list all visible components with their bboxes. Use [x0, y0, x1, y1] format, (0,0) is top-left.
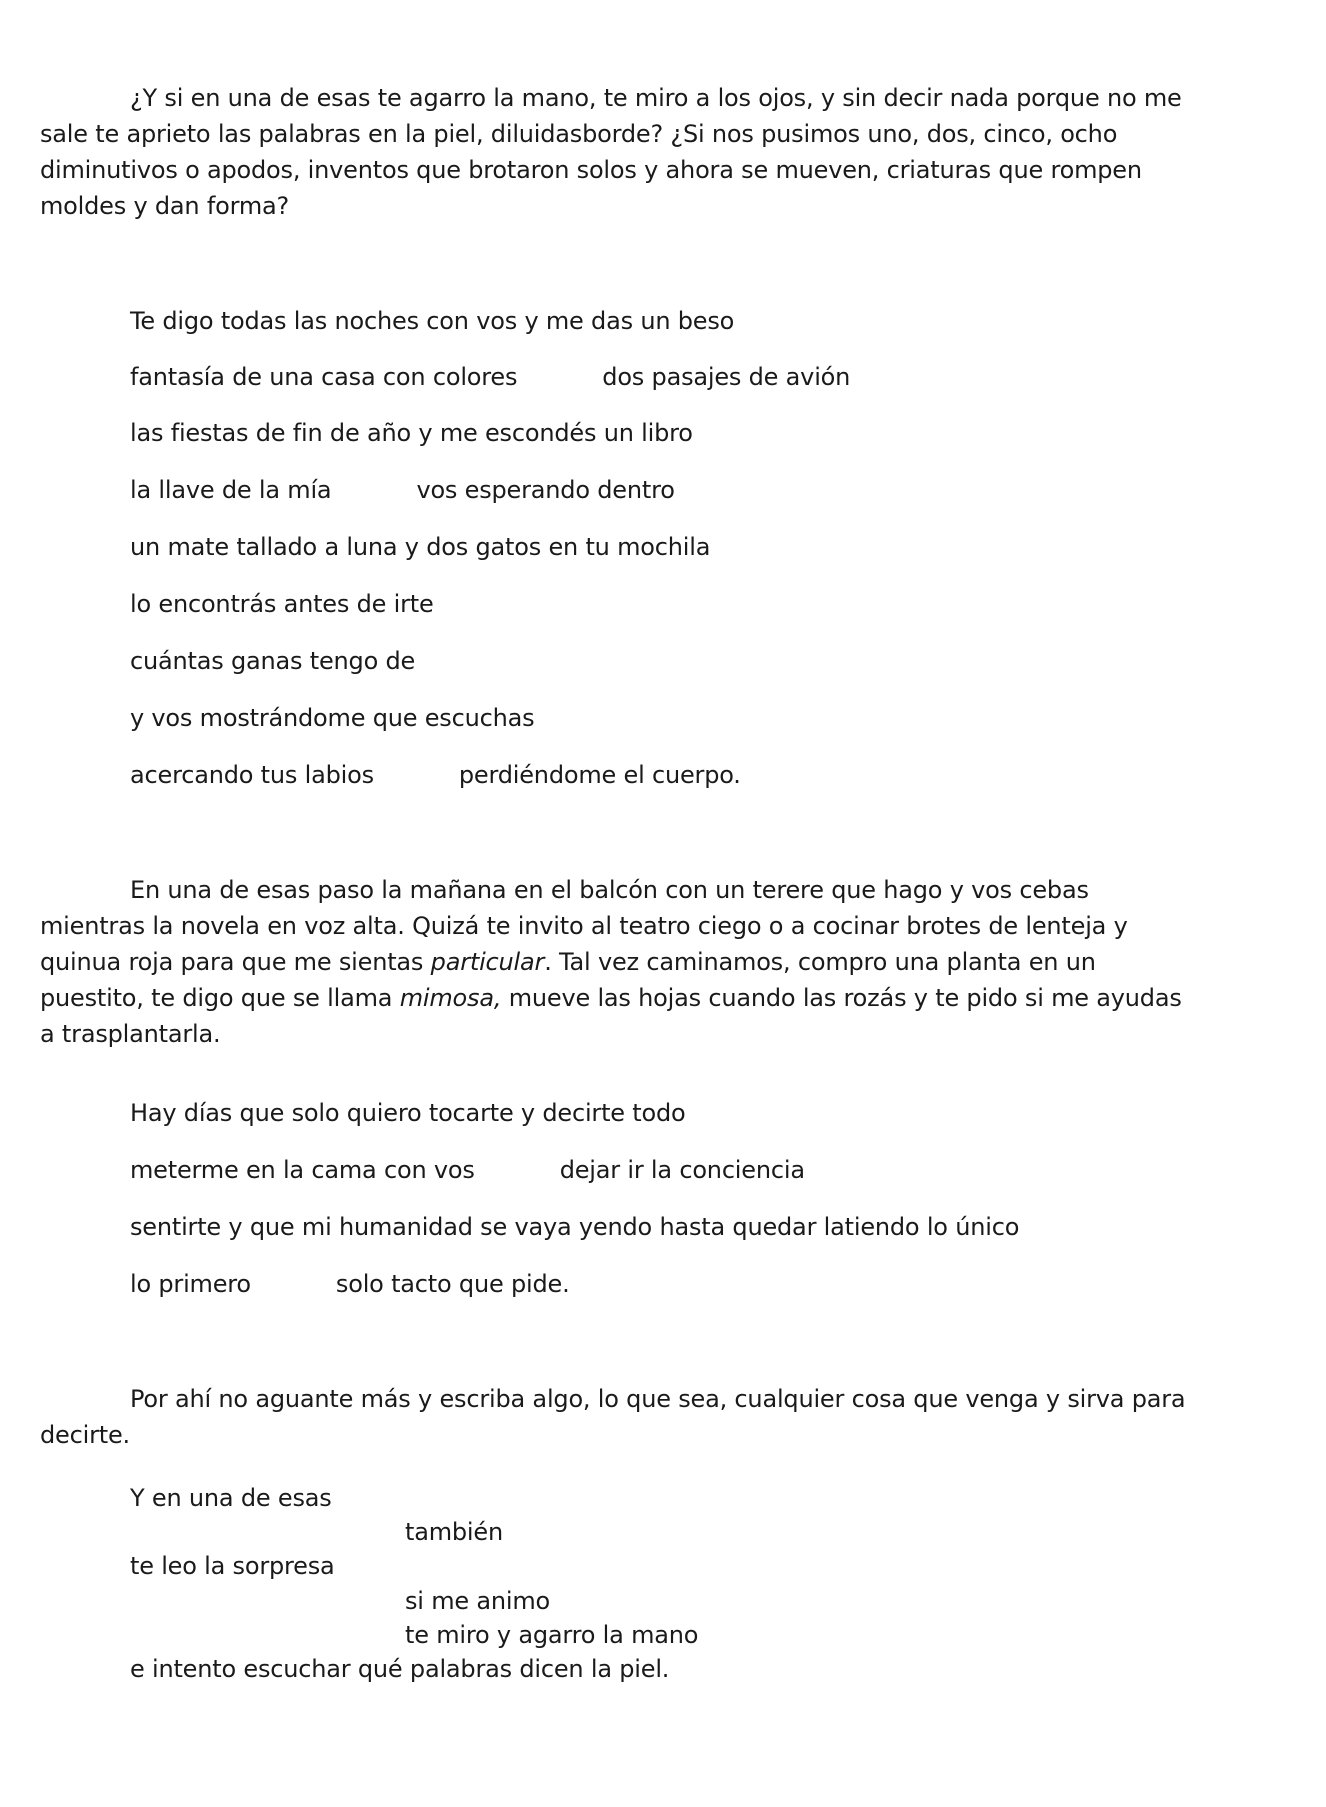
stanza-3-line-1: Y en una de esas [130, 1484, 332, 1512]
stanza-1-line-9 [130, 760, 741, 790]
stanza-1-line-4a: la llave de la mía [130, 476, 332, 504]
stanza-1-line-8: y vos mostrándome que escuchas [130, 704, 535, 732]
stanza-1-line-9a: acercando tus labios [130, 761, 374, 789]
stanza-2-line-2 [130, 1155, 805, 1185]
stanza-2-line-2b: dejar ir la conciencia [559, 1156, 805, 1184]
stanza-1-line-4 [130, 475, 675, 505]
stanza-3-line-3: te leo la sorpresa [130, 1552, 335, 1580]
paragraph-2-part-a: En una de esas paso la mañana en el balcón con un terere que hago y vos cebas mientras la novela en voz alta. Quizá te invito al teatro ciego o a cocinar brotes de lenteja y quinua roja para que me sientas [40, 876, 1128, 976]
stanza-1-line-6: lo encontrás antes de irte [130, 590, 434, 618]
stanza-2-line-4b: solo tacto que pide. [335, 1270, 570, 1298]
paragraph-2-part-c: . Tal vez caminamos, compro una planta en un puestito, te digo que se llama [40, 948, 1096, 1012]
stanza-2-line-1: Hay días que solo quiero tocarte y decirte todo [130, 1099, 686, 1127]
stanza-1-line-9b: perdiéndome el cuerpo. [458, 761, 741, 789]
stanza-1-line-5: un mate tallado a luna y dos gatos en tu mochila [130, 533, 711, 561]
paragraph-1: ¿Y si en una de esas te agarro la mano, te miro a los ojos, y sin decir nada porque no me sale te aprieto las palabras en la piel, diluidasborde? ¿Si nos pusimos uno, dos, cinco, ocho diminutivos o apodos, inventos que brotaron solos y ahora se mueven, criaturas que rompen moldes y dan forma? [40, 84, 1182, 220]
paragraph-2-italic-particular: particular [430, 948, 545, 976]
stanza-1-line-3: las fiestas de fin de año y me escondés un libro [130, 419, 693, 447]
stanza-1-line-2a: fantasía de una casa con colores [130, 363, 518, 391]
stanza-1-line-1: Te digo todas las noches con vos y me das un beso [130, 307, 735, 335]
stanza-2-line-2a: meterme en la cama con vos [130, 1156, 475, 1184]
stanza-3-line-5: te miro y agarro la mano [405, 1621, 699, 1649]
stanza-1-line-4b: vos esperando dentro [416, 476, 675, 504]
stanza-2-line-4a: lo primero [130, 1270, 251, 1298]
stanza-1-line-2b: dos pasajes de avión [602, 363, 851, 391]
stanza-1-line-7: cuántas ganas tengo de [130, 647, 416, 675]
paragraph-3: Por ahí no aguante más y escriba algo, lo que sea, cualquier cosa que venga y sirva para decirte. [40, 1385, 1186, 1449]
stanza-3-line-2: también [405, 1518, 503, 1546]
stanza-1-line-2 [130, 362, 850, 392]
stanza-2-line-4 [130, 1269, 570, 1299]
stanza-2-line-3: sentirte y que mi humanidad se vaya yendo hasta quedar latiendo lo único [130, 1213, 1020, 1241]
paragraph-2-italic-mimosa: mimosa, [399, 984, 502, 1012]
stanza-3-line-4: si me animo [405, 1587, 551, 1615]
paragraph-2 [40, 872, 1190, 1052]
stanza-3-line-6: e intento escuchar qué palabras dicen la piel. [130, 1655, 670, 1683]
paragraph-2-part-e: mueve las hojas cuando las rozás y te pido si me ayudas a trasplantarla. [40, 984, 1182, 1048]
